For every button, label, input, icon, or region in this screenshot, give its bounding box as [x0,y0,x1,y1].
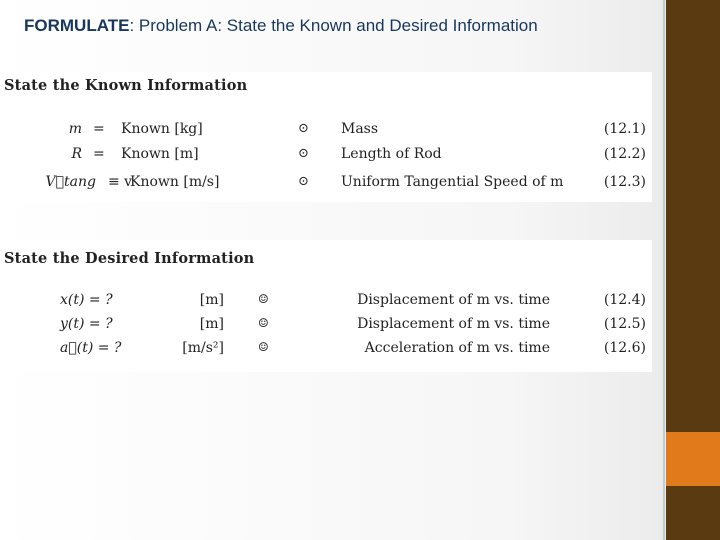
title-text: : Problem A: State the Known and Desired Information [129,16,538,35]
desired-row [0,340,652,364]
desired-description: Displacement of m vs. time [357,316,550,332]
equation-number: (12.3) [603,174,646,190]
slide-title [24,16,538,36]
desired-symbol: y(t) = ? [60,316,113,332]
desired-description: Displacement of m vs. time [357,292,550,308]
desired-description: Acceleration of m vs. time [364,340,550,356]
smiley-icon: ☺ [258,316,269,330]
bullet-icon: ⊙ [298,146,309,161]
known-equals: = [93,121,105,137]
desired-symbol: a⃗(t) = ? [60,340,122,356]
known-row [0,146,652,170]
known-equals: = [93,146,105,162]
sidebar-divider [663,0,665,540]
known-equals: ≡ v [108,174,133,190]
bullet-icon: ⊙ [298,174,309,189]
known-value: Known [kg] [121,121,203,137]
bullet-icon: ⊙ [298,121,309,136]
known-value: Known [m] [121,146,199,162]
known-symbol: m [68,121,82,137]
known-description: Mass [341,121,379,137]
known-symbol: R [71,146,82,162]
desired-unit: [m] [199,316,224,332]
title-keyword: FORMULATE [24,16,130,35]
equation-number: (12.5) [603,316,646,332]
desired-symbol: x(t) = ? [60,292,113,308]
equation-number: (12.2) [603,146,646,162]
known-heading: State the Known Information [4,77,248,94]
known-row [0,174,652,198]
equation-number: (12.4) [603,292,646,308]
desired-row [0,292,652,316]
equation-number: (12.6) [603,340,646,356]
desired-unit: [m] [199,292,224,308]
smiley-icon: ☺ [258,340,269,354]
known-symbol: V⃗tang [45,174,96,190]
desired-heading: State the Desired Information [4,250,255,267]
sidebar-accent-block [666,432,720,486]
desired-row [0,316,652,340]
known-description: Uniform Tangential Speed of m [341,174,564,190]
desired-information-panel [0,240,652,372]
known-row [0,121,652,145]
known-value: Known [m/s] [130,174,220,190]
desired-unit: [m/s²] [182,340,224,356]
smiley-icon: ☺ [258,292,269,306]
known-information-panel [0,72,652,202]
known-description: Length of Rod [341,146,442,162]
equation-number: (12.1) [603,121,646,137]
